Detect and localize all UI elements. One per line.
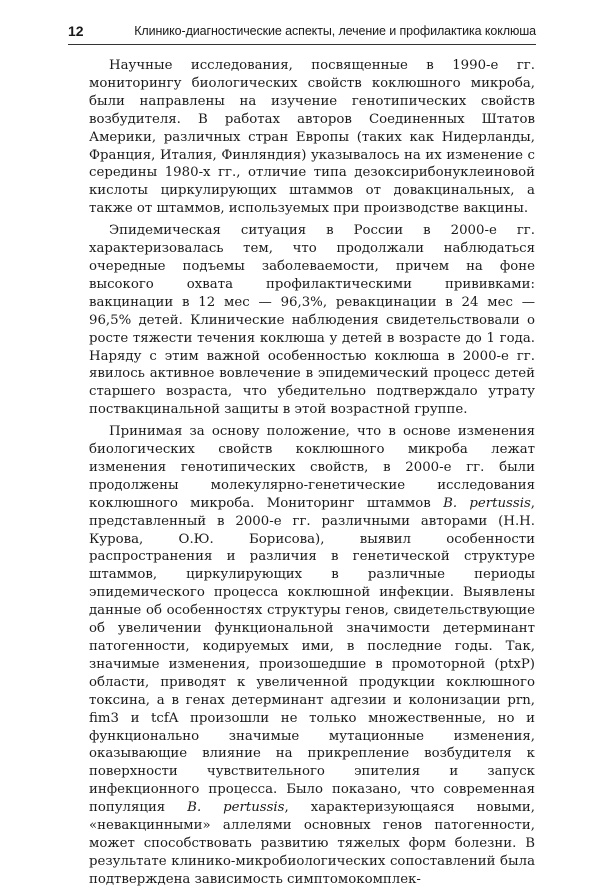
running-head [68,20,536,44]
header-rule [68,44,536,45]
paragraph-3 [89,423,535,889]
paragraph-3-part-2: , представленный в 2000-е гг. различными авторами (Н.Н. Курова, О.Ю. Борисова), выявил особенности распространения и различия в генетической структуре штаммов, циркулирующих в различные периоды эпидемического процесса коклюшной инфекции. Выявлены данные об особенностях структуры генов, свидетельствующие об увеличении функциональной значимости детерминант патогенности, кодируемых ими, в последние годы. Так, значимые изменения, произошедшие в промоторной (ptxP) области, приводят к увеличенной продукции коклюшного токсина, а в генах детерминант адгезии и колонизации prn, fim3 и tcfA произошли не только множественные, но и функционально значимые мутационные изменения, оказывающие влияние на прикрепление возбудителя к поверхности чувствительного эпителия и запуск инфекционного процесса. Было показано, что современная популяция [89,495,536,816]
species-name-italic: B. pertussis [443,495,531,511]
paragraph-2: Эпидемическая ситуация в России в 2000-е гг. характеризовалась тем, что продолжали наблюдаться очередные подъемы заболеваемости, причем на фоне высокого охвата профилактическими прививками: вакцинации в 12 мес — 96,3%, ревакцинации в 24 мес — 96,5% детей. Клинические наблюдения свидетельствовали о росте тяжести течения коклюша у детей в возрасте до 1 года. Наряду с этим важной особенностью коклюша в 2000-е гг. явилось активное вовлечение в эпидемический процесс детей старшего возраста, что убедительно подтверждало утрату поствакцинальной защиты в этой возрастной группе. [89,223,535,418]
paragraph-3-part-1: Принимая за основу положение, что в основе изменения биологических свойств коклюшного микроба лежат изменения генотипических свойств, в 2000-е гг. были продолжены молекулярно-генетические исследования коклюшного микроба. Мониторинг штаммов [89,424,535,511]
running-title: Клинико-диагностические аспекты, лечение и профилактика коклюша [134,24,536,38]
paragraph-3-part-3: , характеризующаяся новыми, «невакцинными» аллелями основных генов патогенности, может способствовать развитию тяжелых форм болезни. В результате клинико-микробиологических сопоставлений была подтверждена зависимость симптомокомплек- [89,800,535,887]
species-name-italic: B. pertussis [187,800,285,816]
body-text [89,57,535,893]
page-number: 12 [68,23,84,39]
paragraph-1: Научные исследования, посвященные в 1990-е гг. мониторингу биологических свойств коклюшного микроба, были направлены на изучение генотипических свойств возбудителя. В работах авторов Соединенных Штатов Америки, различных стран Европы (таких как Нидерланды, Франция, Италия, Финляндия) указывалось на их изменение с середины 1980-х гг., отличие типа дезоксирибонуклеиновой кислоты циркулирующих штаммов от довакцинальных, а также от штаммов, используемых при производстве вакцины. [89,58,535,217]
